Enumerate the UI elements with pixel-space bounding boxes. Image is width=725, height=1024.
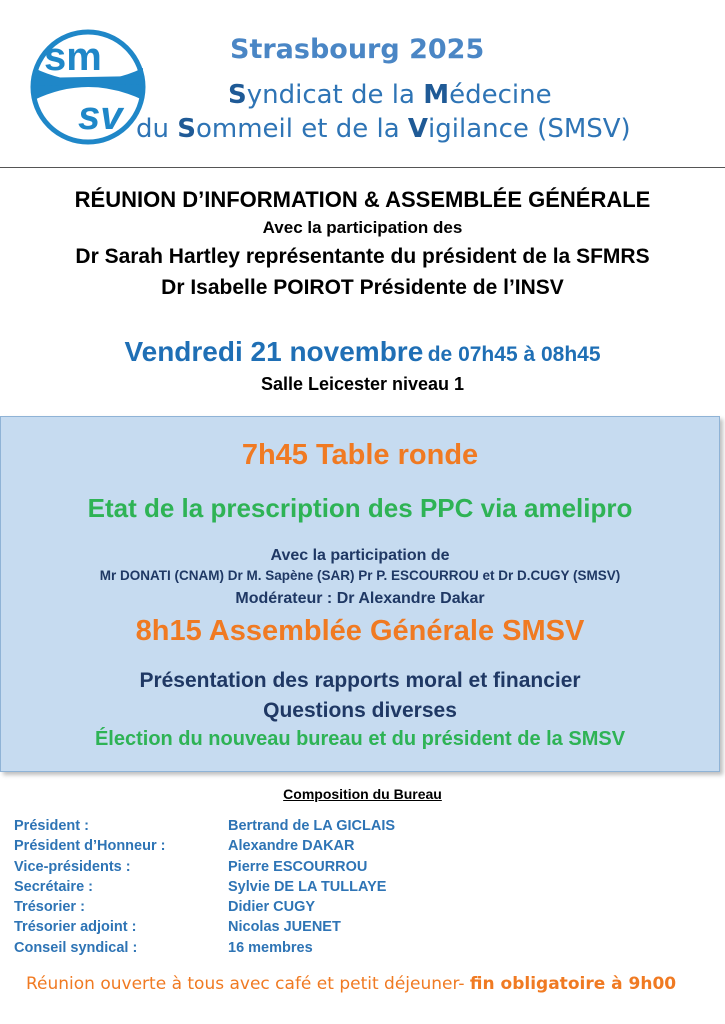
roundtable-title: 7h45 Table ronde xyxy=(241,439,479,471)
ag-item-reports: Présentation des rapports moral et financier xyxy=(139,669,581,692)
bureau-name: Bertrand de LA GICLAIS xyxy=(228,818,396,834)
meeting-time: de 07h45 à 08h45 xyxy=(427,343,601,366)
bureau-role: Président d’Honneur : xyxy=(14,838,166,855)
bureau-role: Vice-présidents : xyxy=(14,858,131,875)
bureau-role: Trésorier : xyxy=(14,899,85,916)
bureau-role: Président : xyxy=(14,818,89,834)
smsv-logo xyxy=(26,28,150,146)
bureau-name: 16 membres xyxy=(228,939,313,956)
bureau-name: Didier CUGY xyxy=(228,899,316,916)
footer-note xyxy=(26,974,676,994)
participation-label: Avec la participation des xyxy=(262,218,463,237)
logo-text-bottom: sv xyxy=(78,94,123,138)
header-text-segment: édecine xyxy=(449,80,552,110)
header-initial: V xyxy=(407,114,429,144)
header-divider xyxy=(0,167,725,168)
bureau-role: Trésorier adjoint : xyxy=(14,919,137,936)
bureau-name: Pierre ESCOURROU xyxy=(228,858,368,875)
bureau-title: Composition du Bureau xyxy=(283,786,442,802)
participation-label-2: Avec la participation de xyxy=(270,547,450,564)
participants-list: Mr DONATI (CNAM) Dr M. Sapène (SAR) Pr P. ESCOURROU et Dr D.CUGY (SMSV) xyxy=(99,568,621,583)
header-initial: M xyxy=(423,80,450,110)
header-org-line1 xyxy=(228,80,552,110)
roundtable-topic: Etat de la prescription des PPC via amelipro xyxy=(87,493,633,523)
ag-title: 8h15 Assemblée Générale SMSV xyxy=(135,615,585,647)
header-initial: S xyxy=(177,114,196,144)
program-panel xyxy=(0,416,720,772)
bureau-name: Alexandre DAKAR xyxy=(228,838,355,855)
meeting-room: Salle Leicester niveau 1 xyxy=(260,374,465,394)
header-text-segment: yndicat de la xyxy=(246,80,424,110)
bureau-role: Secrétaire : xyxy=(14,878,93,895)
header-text-segment: ommeil et de la xyxy=(195,114,408,144)
meeting-title: RÉUNION D’INFORMATION & ASSEMBLÉE GÉNÉRALE xyxy=(74,187,651,212)
footer-text: Réunion ouverte à tous avec café et petit déjeuner- xyxy=(26,974,470,994)
meeting-date xyxy=(0,336,725,368)
bureau-name: Nicolas JUENET xyxy=(228,919,341,936)
ag-item-election: Élection du nouveau bureau et du président de la SMSV xyxy=(94,728,626,750)
bureau-name: Sylvie DE LA TULLAYE xyxy=(228,878,387,895)
meeting-day: Vendredi 21 novembre xyxy=(124,336,424,367)
header-city-year: Strasbourg 2025 xyxy=(230,34,485,65)
bureau-role: Conseil syndical : xyxy=(14,939,138,956)
guest-line-1: Dr Sarah Hartley représentante du président de la SFMRS xyxy=(75,245,650,268)
guest-line-2: Dr Isabelle POIROT Présidente de l’INSV xyxy=(161,276,564,299)
logo-text-top: sm xyxy=(44,35,102,79)
footer-emphasis: fin obligatoire à 9h00 xyxy=(469,974,677,994)
header-text-segment: du xyxy=(136,114,178,144)
moderator: Modérateur : Dr Alexandre Dakar xyxy=(235,590,485,607)
header-text-segment: igilance (SMSV) xyxy=(428,114,631,144)
header-org-line2 xyxy=(136,114,631,144)
header-initial: S xyxy=(228,80,247,110)
ag-item-questions: Questions diverses xyxy=(263,699,457,722)
